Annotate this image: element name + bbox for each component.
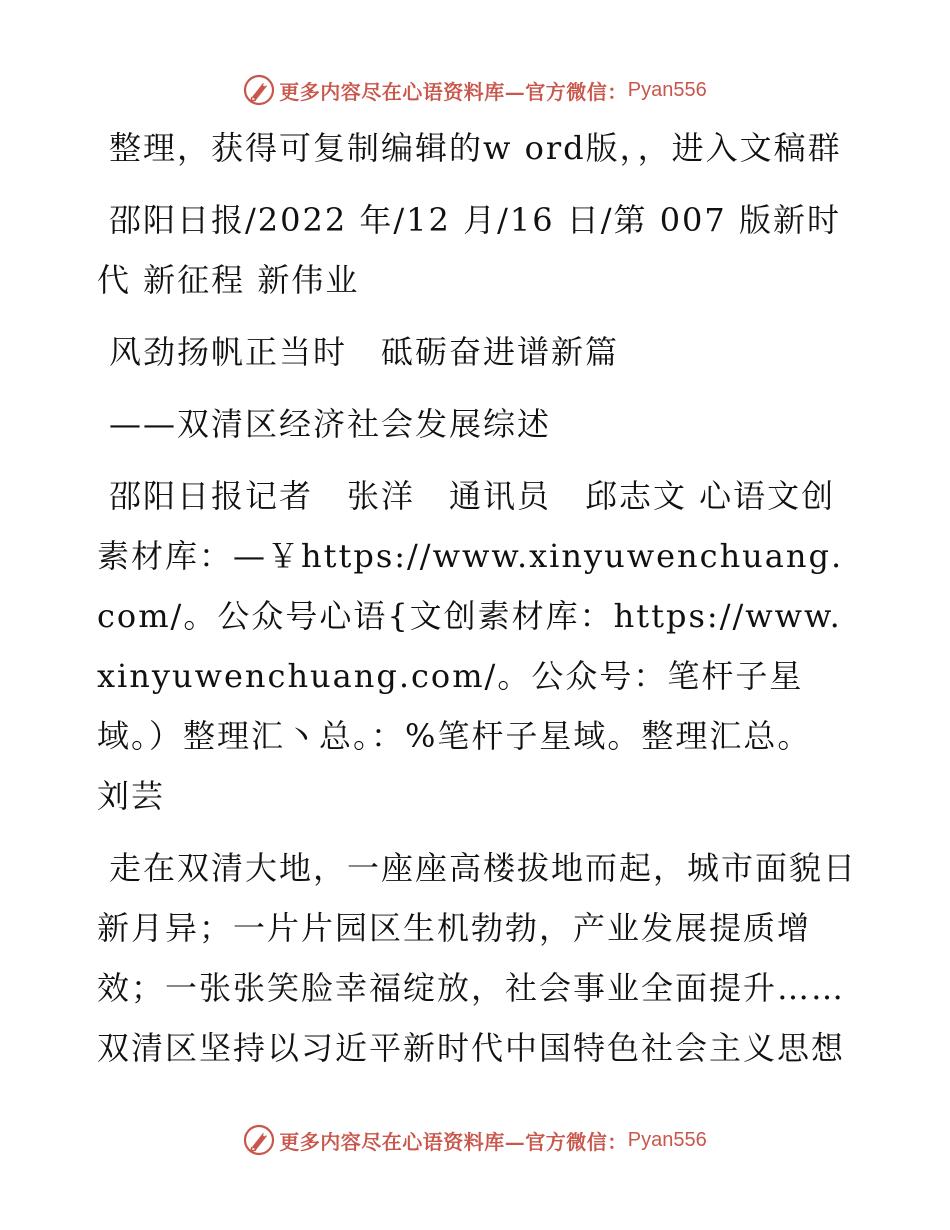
article-subtitle: ——双清区经济社会发展综述 xyxy=(109,405,552,443)
paragraph-source-line: 邵阳日报/2022 年/12 月/16 日/第 007 版新时代 新征程 新伟业 xyxy=(97,201,841,299)
pen-nib-logo-icon xyxy=(243,1124,275,1156)
watermark-text: 更多内容尽在心语资料库—官方微信： xyxy=(279,79,628,104)
watermark-text: 更多内容尽在心语资料库—官方微信： xyxy=(279,1129,628,1154)
paragraph-body: 走在双清大地，一座座高楼拔地而起，城市面貌日新月异；一片片园区生机勃勃，产业发展提质增效；一张张笑脸幸福绽放，社会事业全面提升……双清区坚持以习近平新时代中国特色社会主义思想 xyxy=(97,849,858,1067)
watermark-handle: Pyan556 xyxy=(627,78,707,101)
watermark-handle: Pyan556 xyxy=(627,1128,707,1151)
paragraph-intro-note: 整理，获得可复制编辑的w ord版，，进入文稿群 xyxy=(109,129,842,167)
article-title: 风劲扬帆正当时 砥砺奋进谱新篇 xyxy=(109,333,620,371)
header-watermark xyxy=(0,70,950,110)
paragraph-byline: 邵阳日报记者 张洋 通讯员 邱志文 心语文创素材库：—￥https://www.xinyuwenchuang.com/。公众号心语{文创素材库：https://www.xinyuwenchuang.com/。公众号：笔杆子星域。）整理汇丶总。：%笔杆子星域。整理汇总。 刘芸 xyxy=(97,477,844,815)
pen-nib-logo-icon xyxy=(243,74,275,106)
document-body xyxy=(97,118,857,1090)
footer-watermark xyxy=(0,1120,950,1160)
